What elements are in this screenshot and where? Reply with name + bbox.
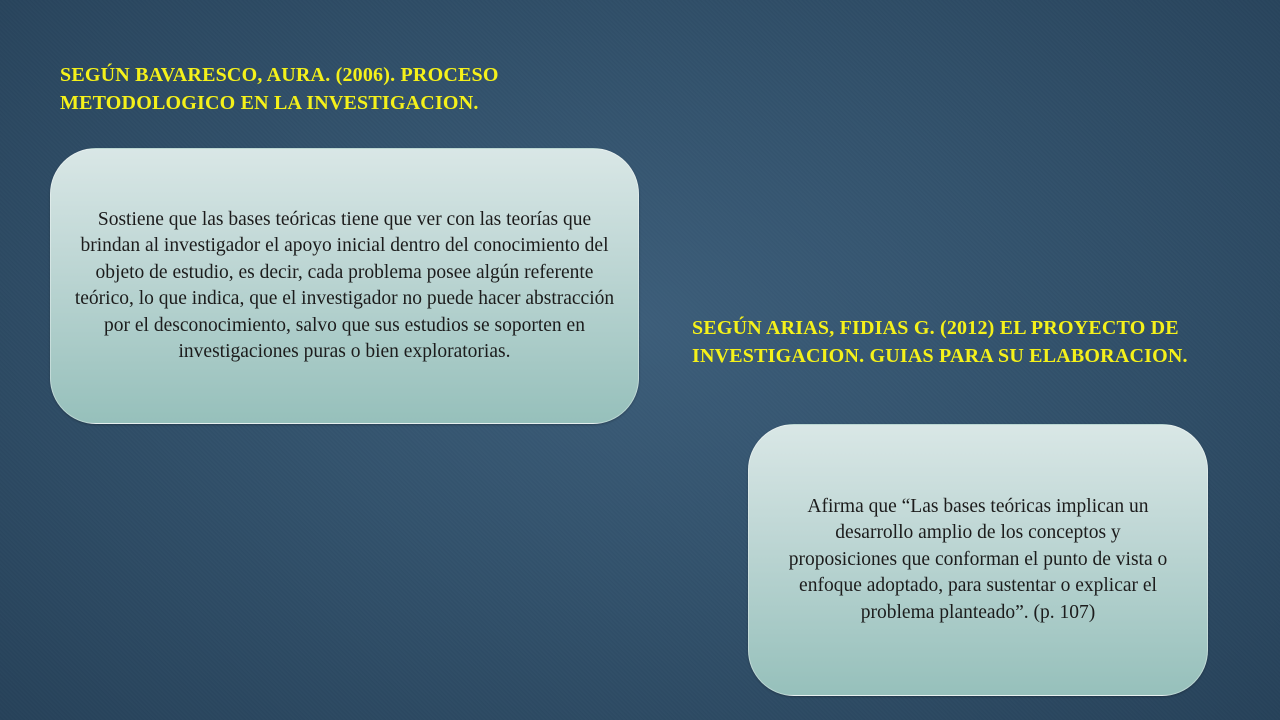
citation-heading-arias: SEGÚN ARIAS, FIDIAS G. (2012) EL PROYECTO DE INVESTIGACION. GUIAS PARA SU ELABORACION. xyxy=(692,317,1188,367)
quote-box-arias xyxy=(748,424,1208,696)
quote-box-bavaresco xyxy=(50,148,639,424)
citation-heading-bavaresco: SEGÚN BAVARESCO, AURA. (2006). PROCESO METODOLOGICO EN LA INVESTIGACION. xyxy=(60,64,499,114)
quote-text-arias: Afirma que “Las bases teóricas implican un desarrollo amplio de los conceptos y proposiciones que conforman el punto de vista o enfoque adoptado, para sustentar o explicar el problema planteado”. (p. 107) xyxy=(788,495,1168,623)
quote-text-bavaresco: Sostiene que las bases teóricas tiene que ver con las teorías que brindan al investigador el apoyo inicial dentro del conocimiento del objeto de estudio, es decir, cada problema posee algún referente teórico, lo que indica, que el investigador no puede hacer abstracción por el desconocimiento, salvo que sus estudios se soporten en investigaciones puras o bien exploratorias. xyxy=(74,208,615,362)
